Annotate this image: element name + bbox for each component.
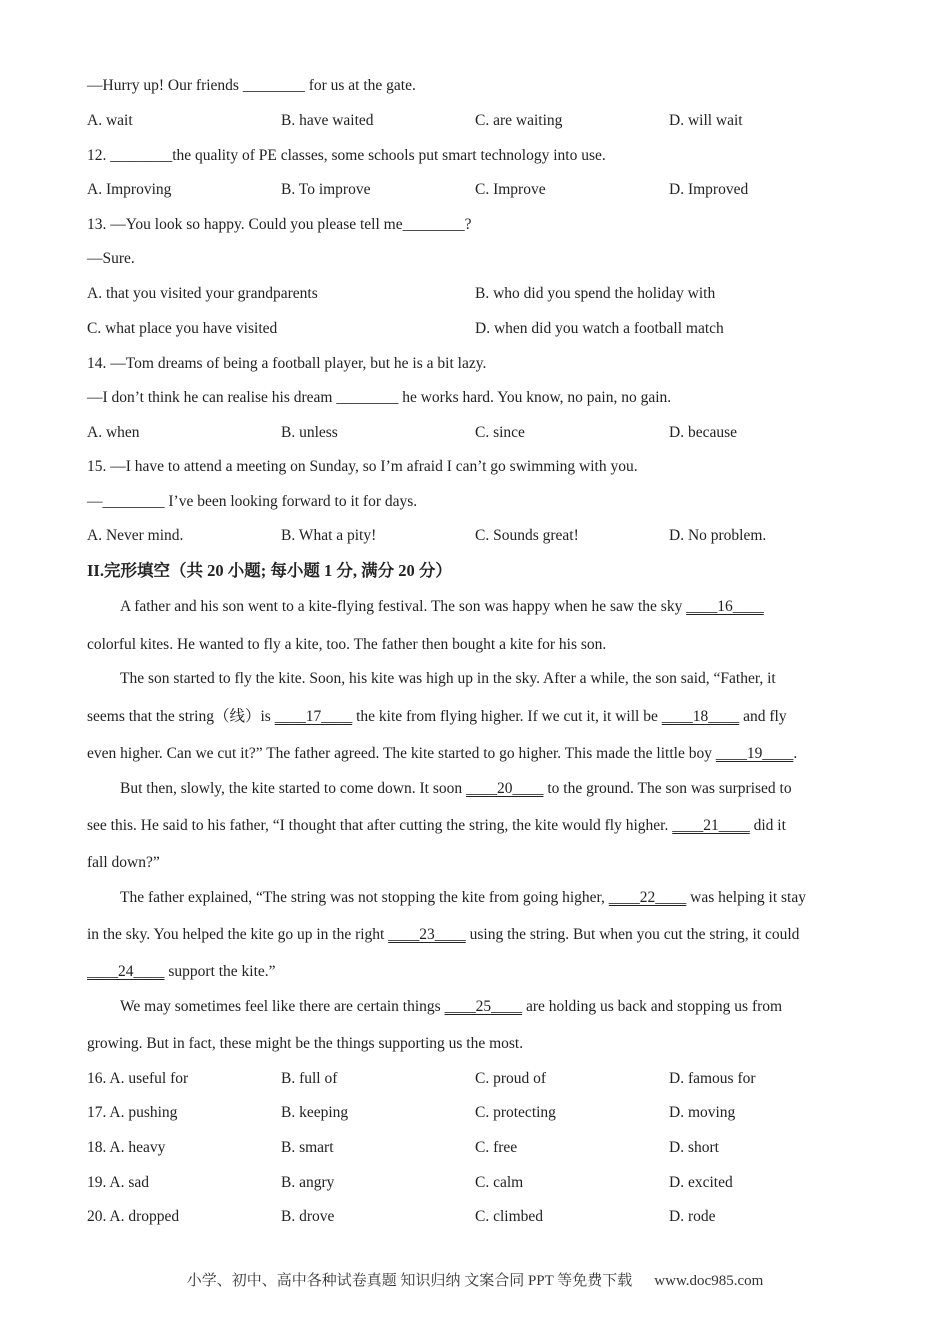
q20-option-b: B. drove bbox=[281, 1208, 335, 1225]
footer-site-link[interactable]: www.doc985.com bbox=[654, 1273, 764, 1289]
q18-option-b: B. smart bbox=[281, 1139, 334, 1156]
blank-18: ____18____ bbox=[661, 708, 740, 725]
q20-option-d: D. rode bbox=[669, 1208, 716, 1225]
q13-option-a: A. that you visited your grandparents bbox=[87, 285, 318, 302]
passage-line-8: fall down?” bbox=[87, 854, 160, 871]
blank-20: ____20____ bbox=[465, 780, 544, 797]
passage-text: support the kite.” bbox=[164, 963, 276, 980]
question-13-reply: —Sure. bbox=[87, 250, 135, 267]
question-15-reply: —________ I’ve been looking forward to it for days. bbox=[87, 493, 418, 510]
blank-24: ____24____ bbox=[87, 963, 165, 980]
q12-option-a: A. Improving bbox=[87, 181, 172, 198]
q20-option-a: 20. A. dropped bbox=[87, 1208, 180, 1225]
passage-text: We may sometimes feel like there are certain things bbox=[120, 998, 445, 1015]
q12-option-d: D. Improved bbox=[669, 181, 749, 198]
passage-line-2: colorful kites. He wanted to fly a kite, too. The father then bought a kite for his son. bbox=[87, 636, 607, 653]
blank-25: ____25____ bbox=[444, 998, 523, 1015]
question-12-stem: 12. ________the quality of PE classes, some schools put smart technology into use. bbox=[87, 147, 606, 164]
q16-option-c: C. proud of bbox=[475, 1070, 547, 1087]
q11-option-d: D. will wait bbox=[669, 112, 743, 129]
q19-option-b: B. angry bbox=[281, 1174, 335, 1191]
q14-option-d: D. because bbox=[669, 424, 737, 441]
q14-option-a: A. when bbox=[87, 424, 140, 441]
q13-option-d: D. when did you watch a football match bbox=[475, 320, 724, 337]
passage-text: did it bbox=[749, 817, 786, 834]
q17-option-c: C. protecting bbox=[475, 1104, 556, 1121]
q14-option-b: B. unless bbox=[281, 424, 338, 441]
q16-option-d: D. famous for bbox=[669, 1070, 756, 1087]
passage-text: . bbox=[793, 745, 798, 762]
passage-text: to the ground. The son was surprised to bbox=[543, 780, 792, 797]
q18-option-c: C. free bbox=[475, 1139, 518, 1156]
page-footer bbox=[0, 1269, 950, 1290]
passage-text: even higher. Can we cut it?” The father agreed. The kite started to go higher. This made the little boy bbox=[87, 745, 716, 762]
q16-option-a: 16. A. useful for bbox=[87, 1070, 189, 1087]
question-11-stem: —Hurry up! Our friends ________ for us at the gate. bbox=[87, 77, 416, 94]
q15-option-d: D. No problem. bbox=[669, 527, 767, 544]
q19-option-a: 19. A. sad bbox=[87, 1174, 149, 1191]
passage-text: see this. He said to his father, “I thought that after cutting the string, the kite would fly higher. bbox=[87, 817, 673, 834]
q19-option-c: C. calm bbox=[475, 1174, 524, 1191]
passage-text: using the string. But when you cut the string, it could bbox=[465, 926, 800, 943]
question-14-stem: 14. —Tom dreams of being a football player, but he is a bit lazy. bbox=[87, 355, 487, 372]
passage-text: seems that the string（线）is bbox=[87, 708, 275, 725]
passage-line-3: The son started to fly the kite. Soon, his kite was high up in the sky. After a while, the son said, “Father, it bbox=[120, 670, 776, 687]
passage-line-5 bbox=[87, 744, 797, 764]
passage-text: the kite from flying higher. If we cut it, it will be bbox=[352, 708, 662, 725]
passage-line-9 bbox=[120, 888, 806, 908]
passage-text: are holding us back and stopping us from bbox=[522, 998, 783, 1015]
q14-option-c: C. since bbox=[475, 424, 525, 441]
passage-line-13: growing. But in fact, these might be the things supporting us the most. bbox=[87, 1035, 524, 1052]
q15-option-b: B. What a pity! bbox=[281, 527, 377, 544]
q13-option-c: C. what place you have visited bbox=[87, 320, 278, 337]
section-2-heading: II.完形填空（共 20 小题; 每小题 1 分, 满分 20 分） bbox=[87, 561, 452, 580]
question-15-stem: 15. —I have to attend a meeting on Sunday, so I’m afraid I can’t go swimming with you. bbox=[87, 458, 638, 475]
passage-text: A father and his son went to a kite-flying festival. The son was happy when he saw the sky bbox=[120, 598, 687, 615]
q11-option-c: C. are waiting bbox=[475, 112, 563, 129]
q18-option-d: D. short bbox=[669, 1139, 719, 1156]
passage-line-11 bbox=[87, 962, 276, 982]
q15-option-c: C. Sounds great! bbox=[475, 527, 579, 544]
q12-option-b: B. To improve bbox=[281, 181, 371, 198]
passage-text: was helping it stay bbox=[686, 889, 806, 906]
blank-21: ____21____ bbox=[672, 817, 750, 834]
blank-23: ____23____ bbox=[388, 926, 466, 943]
q18-option-a: 18. A. heavy bbox=[87, 1139, 166, 1156]
q17-option-b: B. keeping bbox=[281, 1104, 349, 1121]
passage-line-10 bbox=[87, 925, 799, 945]
blank-19: ____19____ bbox=[715, 745, 794, 762]
passage-text: The father explained, “The string was not stopping the kite from going higher, bbox=[120, 889, 609, 906]
question-13-stem: 13. —You look so happy. Could you please tell me________? bbox=[87, 216, 472, 233]
q16-option-b: B. full of bbox=[281, 1070, 338, 1087]
q13-option-b: B. who did you spend the holiday with bbox=[475, 285, 716, 302]
q17-option-d: D. moving bbox=[669, 1104, 736, 1121]
blank-16: ____16____ bbox=[686, 598, 764, 615]
passage-line-6 bbox=[120, 779, 792, 799]
q11-option-a: A. wait bbox=[87, 112, 133, 129]
blank-17: ____17____ bbox=[274, 708, 353, 725]
q15-option-a: A. Never mind. bbox=[87, 527, 184, 544]
passage-text: But then, slowly, the kite started to come down. It soon bbox=[120, 780, 466, 797]
footer-text: 小学、初中、高中各种试卷真题 知识归纳 文案合同 PPT 等免费下载 bbox=[186, 1273, 633, 1289]
blank-22: ____22____ bbox=[608, 889, 687, 906]
question-14-reply: —I don’t think he can realise his dream ________ he works hard. You know, no pain, no gain. bbox=[87, 389, 672, 406]
q20-option-c: C. climbed bbox=[475, 1208, 544, 1225]
passage-text: in the sky. You helped the kite go up in the right bbox=[87, 926, 389, 943]
passage-line-7 bbox=[87, 816, 786, 836]
passage-line-4 bbox=[87, 707, 787, 727]
passage-line-12 bbox=[120, 997, 782, 1017]
q19-option-d: D. excited bbox=[669, 1174, 733, 1191]
q17-option-a: 17. A. pushing bbox=[87, 1104, 178, 1121]
passage-line-1 bbox=[120, 597, 764, 617]
passage-text: and fly bbox=[739, 708, 787, 725]
q11-option-b: B. have waited bbox=[281, 112, 374, 129]
q12-option-c: C. Improve bbox=[475, 181, 546, 198]
